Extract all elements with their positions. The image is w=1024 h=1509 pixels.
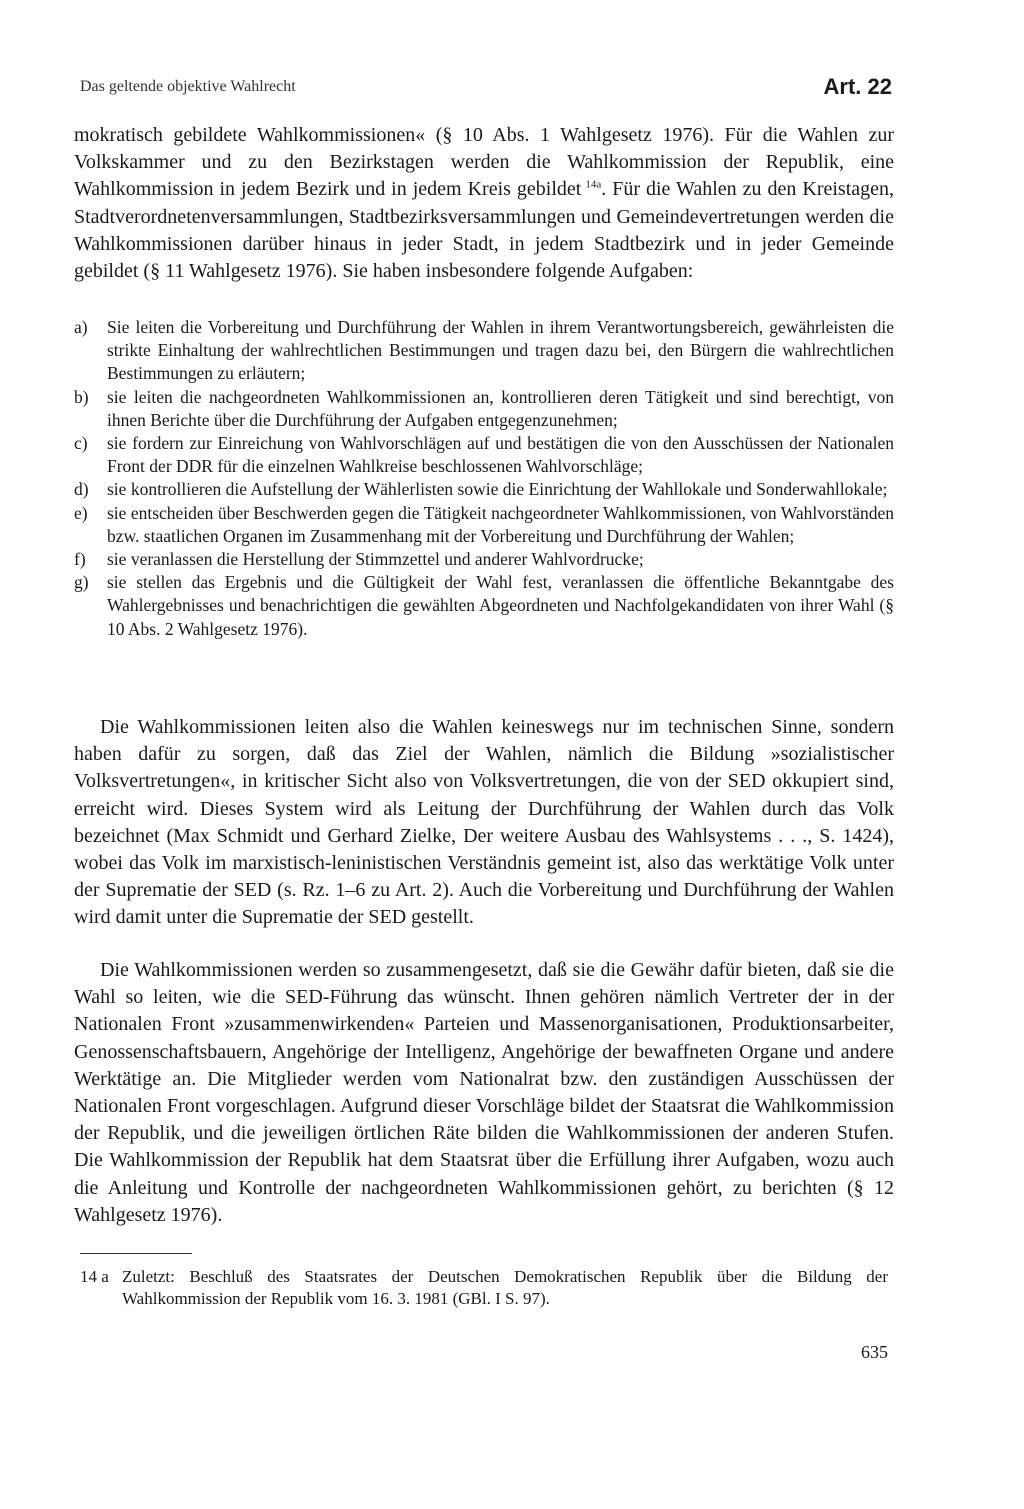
list-item — [74, 571, 894, 641]
list-item — [74, 548, 894, 571]
list-marker: c) — [74, 433, 88, 454]
paragraph-2-text: Die Wahlkommissionen leiten also die Wahlen keineswegs nur im technischen Sinne, sondern haben dafür zu sorgen, daß das Ziel der Wahlen, nämlich die Bildung »sozialistischer Volksvertretungen«, in kritischer Sicht also von Volksvertretungen, die von der SED okkupiert sind, erreicht wird. Dieses System wird als Leitung der Durchführung der Wahlen durch das Volk bezeichnet (Max Schmidt und Gerhard Zielke, Der weitere Ausbau des Wahlsystems . . ., S. 1424), wobei das Volk im marxistisch-leninistischen Verständnis gemeint ist, also das werktätige Volk unter der Suprematie der SED (s. Rz. 1–6 zu Art. 2). Auch die Vorbereitung und Durchführung der Wahlen wird damit unter die Suprematie der SED gestellt. — [74, 716, 894, 929]
list-item-text: sie fordern zur Einreichung von Wahlvorschlägen auf und bestätigen die von den Ausschüssen der Nationalen Front der DDR für die einzelnen Wahlkreise beschlossenen Wahlvorschläge; — [107, 433, 894, 477]
list-marker: a) — [74, 317, 88, 337]
task-list-items — [74, 316, 894, 641]
footnote-mark: 14 a — [80, 1267, 109, 1286]
list-item-text: sie entscheiden über Beschwerden gegen die Tätigkeit nachgeordneter Wahlkommissionen, von Wahlvorständen bzw. staatlichen Organen im Zusammenhang mit der Vorbereitung und Durchführung der Wahlen; — [107, 502, 894, 546]
intro-text-before: mokratisch gebildete Wahlkommissionen« (§ 10 Abs. 1 Wahlgesetz 1976). Für die Wahlen zur Volkskammer und zu den Bezirkstagen werden die Wahlkommission der Republik, eine Wahlkommission in jedem Bezirk und in jedem Kreis gebildet — [74, 124, 894, 201]
list-item-text: sie stellen das Ergebnis und die Gültigkeit der Wahl fest, veranlassen die öffentliche Bekanntgabe des Wahlergebnisses und benachrichtigen die gewählten Abgeordneten und Nachfolgekandidaten von ihrer Wahl (§ 10 Abs. 2 Wahlgesetz 1976). — [107, 572, 894, 639]
task-list — [74, 316, 894, 641]
list-marker: b) — [74, 386, 89, 407]
list-marker: d) — [74, 479, 89, 500]
paragraph-3 — [74, 957, 894, 1229]
list-item-text: sie veranlassen die Herstellung der Stimmzettel und anderer Wahlvordrucke; — [107, 549, 644, 570]
intro-paragraph-text — [74, 122, 894, 285]
list-marker: g) — [74, 572, 89, 593]
list-item — [74, 386, 894, 432]
paragraph-3-text: Die Wahlkommissionen werden so zusammengesetzt, daß sie die Gewähr dafür bieten, daß sie die Wahl so leiten, wie die SED-Führung das wünscht. Ihnen gehören nämlich Vertreter der in der Nationalen Front »zusammenwirkenden« Parteien und Massenorganisationen, Produktionsarbeiter, Genossenschaftsbauern, Angehörige der Intelligenz, Angehörige der bewaffneten Organe und andere Werktätige an. Die Mitglieder werden vom Nationalrat bzw. den zuständigen Ausschüssen der Nationalen Front vorgeschlagen. Aufgrund dieser Vorschläge bildet der Staatsrat die Wahlkommission der Republik, und die jeweiligen örtlichen Räte bilden die Wahlkommissionen der anderen Stufen. Die Wahlkommission der Republik hat dem Staatsrat über die Erfüllung ihrer Aufgaben, wozu auch die Anleitung und Kontrolle der nachgeordneten Wahlkommissionen gehört, zu berichten (§ 12 Wahlgesetz 1976). — [74, 959, 894, 1226]
list-item — [74, 502, 894, 548]
intro-text-after: . Für die Wahlen zu den Kreistagen, Stadtverordnetenversammlungen, Stadtbezirksversammlungen und Gemeindevertretungen werden die Wahlkommissionen darüber hinaus in jeder Stadt, in jedem Stadtbezirk und in jeder Gemeinde gebildet (§ 11 Wahlgesetz 1976). Sie haben insbesondere folgende Aufgaben: — [74, 178, 895, 283]
paragraph-2 — [74, 714, 894, 932]
list-item — [74, 432, 894, 478]
list-item-text: sie kontrollieren die Aufstellung der Wählerlisten sowie die Einrichtung der Wahllokale und Sonderwahllokale; — [107, 479, 888, 500]
footnote-text: Zuletzt: Beschluß des Staatsrates der Deutschen Demokratischen Republik über die Bildung der Wahlkommission der Republik vom 16. 3. 1981 (GBl. I S. 97). — [122, 1267, 888, 1308]
list-item — [74, 316, 894, 386]
list-marker: f) — [74, 549, 86, 570]
list-item — [74, 478, 894, 501]
list-item-text: sie leiten die nachgeordneten Wahlkommissionen an, kontrollieren deren Tätigkeit und sind berechtigt, von ihnen Berichte über die Durchführung der Aufgaben entgegenzunehmen; — [107, 386, 894, 430]
page-number: 635 — [861, 1342, 888, 1362]
list-item-text: Sie leiten die Vorbereitung und Durchführung der Wahlen in ihrem Verantwortungsbereich, gewährleisten die strikte Einhaltung der wahlrechtlichen Bestimmungen und tragen dazu bei, den Bürgern die wahlrechtlichen Bestimmungen zu erläutern; — [107, 317, 894, 384]
footnote-reference: 14a — [585, 178, 602, 191]
running-head: Das geltende objektive Wahlrecht — [80, 78, 296, 95]
article-label: Art. 22 — [823, 74, 892, 99]
list-marker: e) — [74, 502, 88, 523]
intro-paragraph — [74, 122, 894, 285]
footnote — [80, 1266, 888, 1310]
footnote-divider — [80, 1253, 192, 1254]
